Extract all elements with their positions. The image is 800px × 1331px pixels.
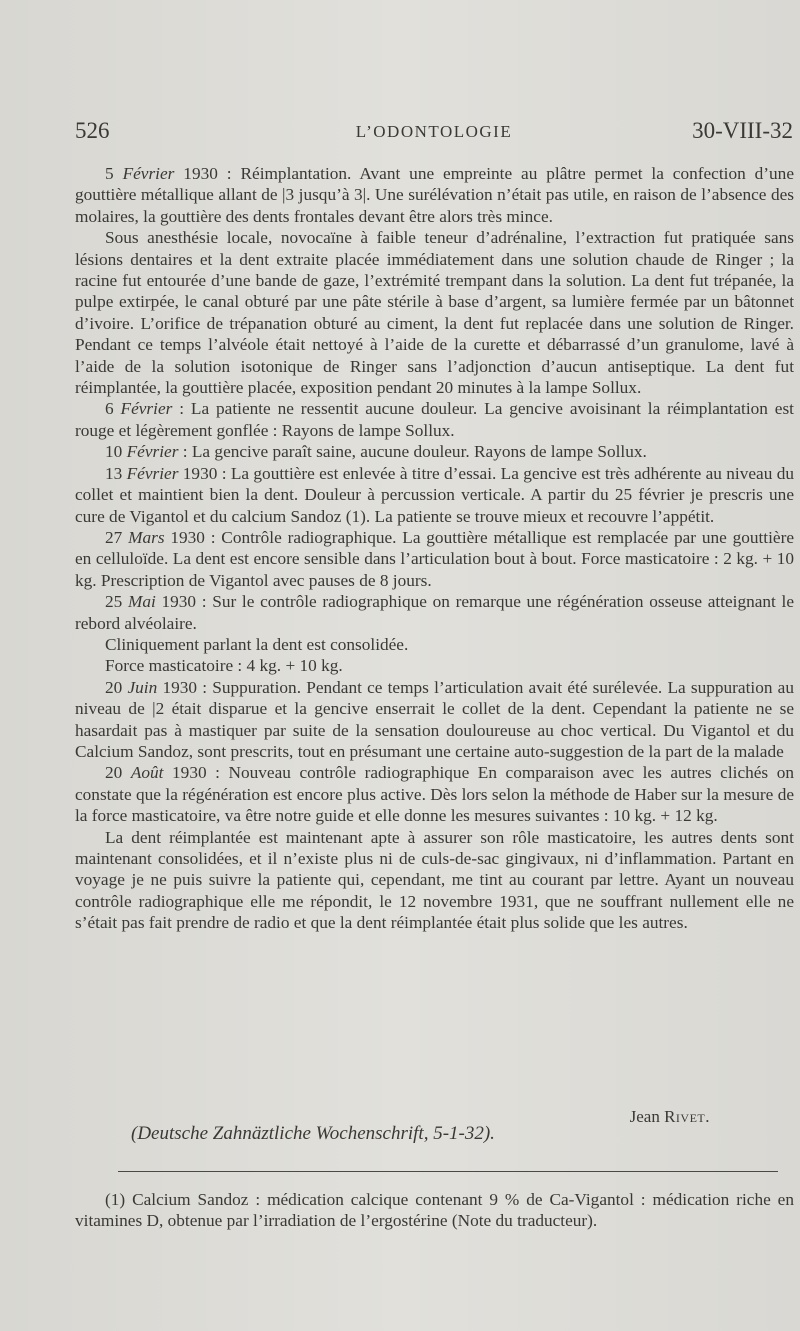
entry-date: Mai: [127, 592, 156, 612]
footnote-divider: [118, 1171, 778, 1172]
paragraph: Sous anesthésie locale, novocaïne à faible teneur d’adrénaline, l’extraction fut pratiquée sans lésions dentaires et la dent extraite placée immédiatement dans une solution chaude de Ringer ; la racine fut entourée d’une bande de gaze, l’extrémité trempant dans la solution. La dent fut trépanée, la pulpe extirpée, le canal obturé par une pâte stérile à base d’argent, sa lumière fermée par un bâtonnet d’ivoire. L’orifice de trépanation obturé au ciment, la dent fut replacée dans une solution de Ringer. Pendant ce temps l’alvéole était nettoyé à l’aide de la curette et débarrassé d’un granulome, lavé à l’aide de la solution isotonique de Ringer sans l’adjonction d’aucun antiseptique. La dent fut réimplantée, la gouttière placée, exposition pendant 20 minutes à la lampe Sollux.: [75, 228, 794, 398]
page-number: 526: [75, 118, 110, 143]
source-citation: (Deutsche Zahnäztliche Wochenschrift, 5-1-32).: [131, 1123, 495, 1144]
paragraph: Cliniquement parlant la dent est consolidée.: [105, 634, 409, 654]
paragraph: 27 Mars 1930 : Contrôle radiographique. La gouttière métallique est remplacée par une gouttière en celluloïde. La dent est encore sensible dans l’articulation bout à bout. Force masticatoire : 2 kg. + 10 kg. Prescription de Vigantol avec pauses de 8 jours.: [75, 527, 794, 590]
entry-date: Juin: [127, 677, 158, 697]
paragraph: 13 Février 1930 : La gouttière est enlevée à titre d’essai. La gencive est très adhérente au niveau du collet et maintient bien la dent. Douleur à percussion verticale. A partir du 25 février je prescris une cure de Vigantol et du calcium Sandoz (1). La patiente se trouve mieux et recouvre l’appétit.: [75, 463, 794, 526]
issue-date: 30-VIII-32: [692, 118, 793, 143]
paragraph: La dent réimplantée est maintenant apte à assurer son rôle masticatoire, les autres dents sont maintenant consolidées, et il n’existe plus ni de culs-de-sac gingivaux, ni d’inflammation. Partant en voyage je ne puis suivre la patiente qui, cependant, me tint au courant par lettre. Ayant un nouveau contrôle radiographique elle me répondit, le 12 novembre 1931, que ne souffrant nullement elle ne s’était pas fait prendre de radio et que la dent réimplantée était plus solide que les autres.: [75, 827, 794, 933]
paragraph: 20 Juin 1930 : Suppuration. Pendant ce temps l’articulation avait été surélevée. La suppuration au niveau de |2 était disparue et la gencive enserrait le collet de la dent. Cependant la patiente ne se hasardait pas à mastiquer par suite de la sensation douloureuse au choc vertical. Du Vigantol et du Calcium Sandoz, sont prescrits, tout en présumant une certaine auto-suggestion de la part de la malade: [75, 677, 794, 761]
footnote: [75, 1189, 794, 1232]
footnote-text: (1) Calcium Sandoz : médication calcique contenant 9 % de Ca-Vigantol : médication riche en vitamines D, obtenue par l’irradiation de l’ergostérine (Note du traducteur).: [75, 1190, 794, 1231]
article-body: [75, 163, 794, 934]
entry-date: Mars: [128, 527, 165, 547]
entry-date: Février: [126, 463, 179, 483]
author-last-name: Rivet.: [664, 1107, 710, 1126]
paragraph: 25 Mai 1930 : Sur le contrôle radiographique on remarque une régénération osseuse atteignant le rebord alvéolaire.: [75, 592, 794, 633]
paragraph: 20 Août 1930 : Nouveau contrôle radiographique En comparaison avec les autres clichés on constate que la régénération est encore plus active. Dès lors selon la méthode de Haber sur la mesure de la force masticatoire, va être notre guide et elle donne les mesures suivantes : 10 kg. + 12 kg.: [75, 763, 794, 826]
entry-date: Février: [122, 164, 175, 183]
paragraph: Force masticatoire : 4 kg. + 10 kg.: [105, 656, 343, 676]
author-first-name: Jean: [629, 1107, 660, 1126]
entry-date: Août: [130, 763, 164, 783]
running-header: [75, 118, 793, 148]
journal-title: L’ODONTOLOGIE: [355, 122, 513, 141]
author-signature: [630, 1107, 710, 1127]
entry-date: Février: [126, 442, 179, 462]
paragraph: 6 Février : La patiente ne ressentit aucune douleur. La gencive avoisinant la réimplantation est rouge et légèrement gonflée : Rayons de lampe Sollux.: [75, 399, 794, 440]
entry-date: Février: [120, 399, 173, 419]
paragraph: 5 Février 1930 : Réimplantation. Avant une empreinte au plâtre permet la confection d’une gouttière métallique allant de |3 jusqu’à 3|. Une surélévation n’était pas utile, en raison de l’absence des molaires, la gouttière des dents frontales devant être alors très mince.: [75, 164, 794, 226]
paragraph: 10 Février : La gencive paraît saine, aucune douleur. Rayons de lampe Sollux.: [105, 442, 647, 462]
